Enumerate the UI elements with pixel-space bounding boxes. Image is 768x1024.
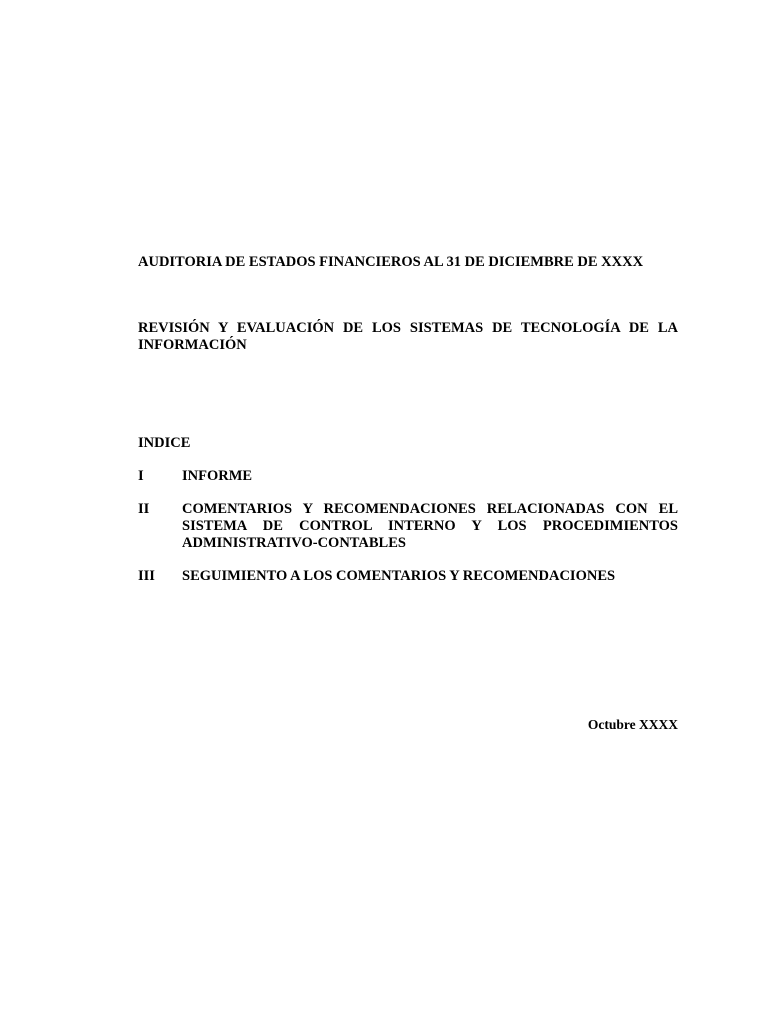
index-item-number: III — [138, 568, 155, 584]
index-item-seguimiento — [138, 568, 678, 585]
index-item-number: I — [138, 468, 144, 484]
document-subtitle: REVISIÓN Y EVALUACIÓN DE LOS SISTEMAS DE TECNOLOGÍA DE LA INFORMACIÓN — [138, 320, 678, 353]
index-item-text: COMENTARIOS Y RECOMENDACIONES RELACIONADAS CON EL SISTEMA DE CONTROL INTERNO Y LOS PROCEDIMIENTOS ADMINISTRATIVO-CONTABLES — [182, 501, 678, 551]
document-date: Octubre XXXX — [587, 717, 678, 732]
index-item-number: II — [138, 501, 150, 517]
document-title: AUDITORIA DE ESTADOS FINANCIEROS AL 31 DE DICIEMBRE DE XXXX — [138, 254, 644, 270]
index-item-text: INFORME — [182, 468, 253, 484]
index-item-comentarios — [138, 501, 678, 552]
index-heading: INDICE — [138, 435, 191, 451]
index-item-informe — [138, 468, 678, 485]
index-item-text: SEGUIMIENTO A LOS COMENTARIOS Y RECOMENDACIONES — [182, 568, 616, 584]
